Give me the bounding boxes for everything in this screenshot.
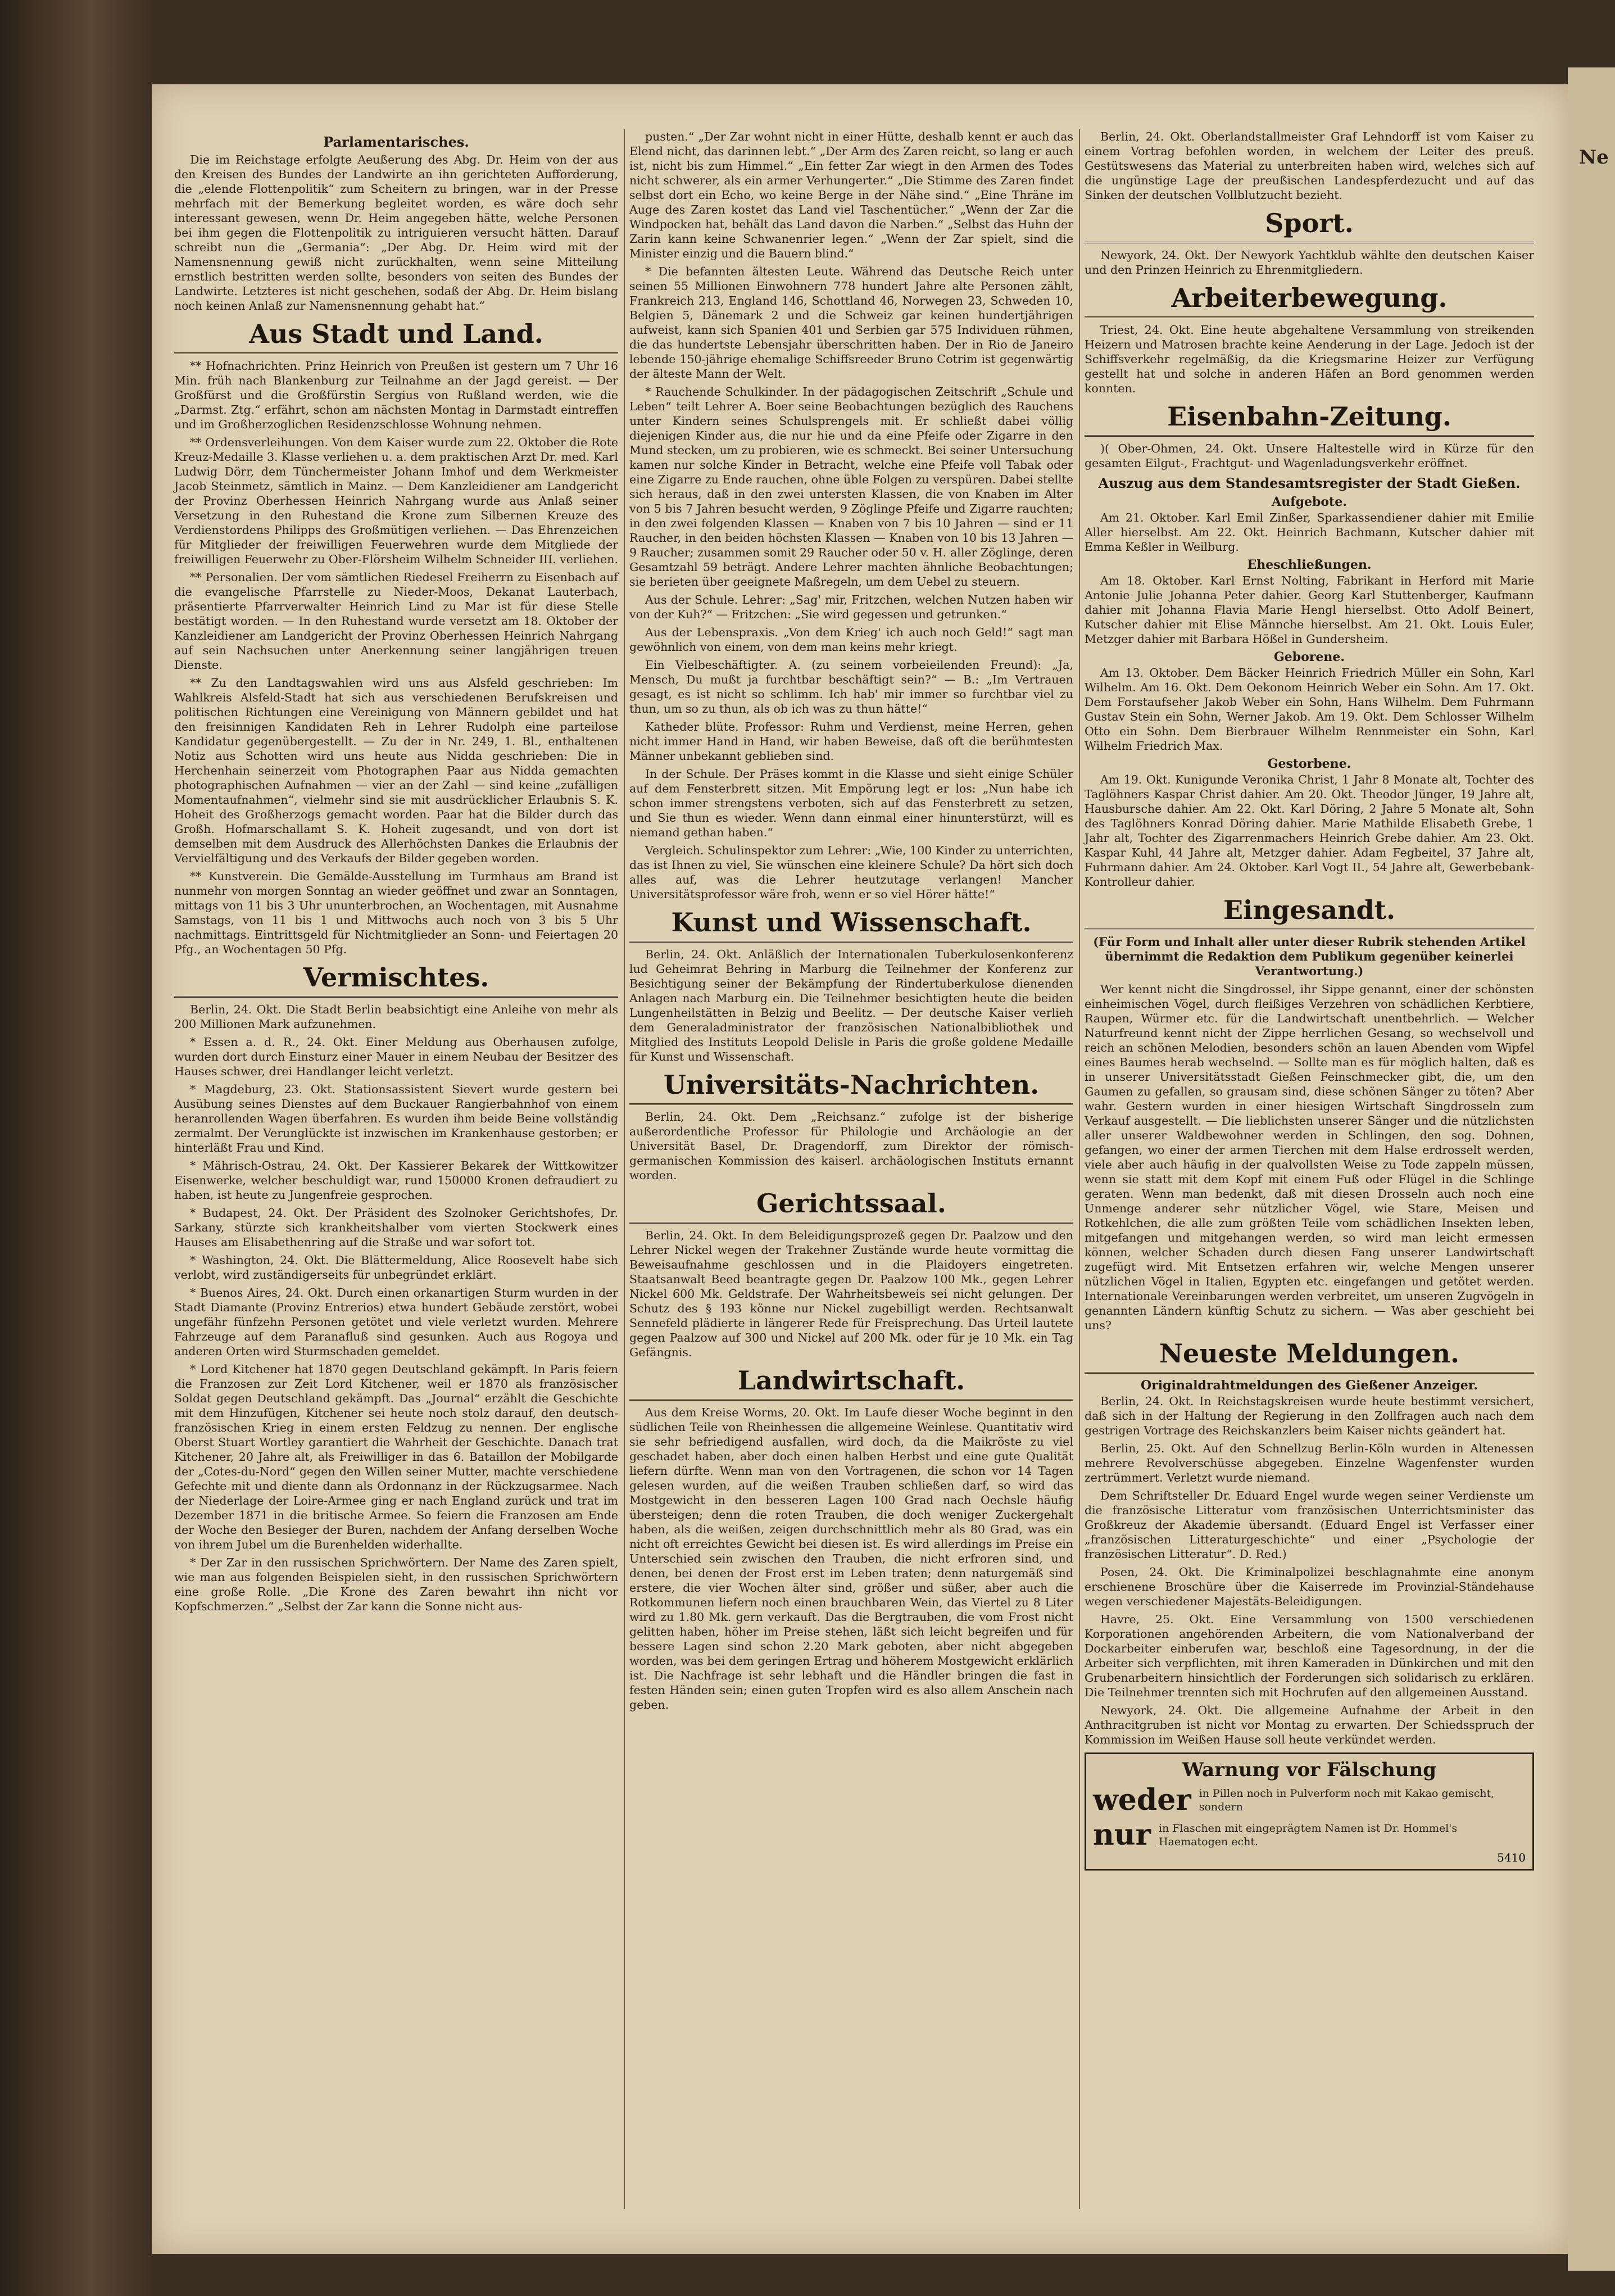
article-text: * Magdeburg, 23. Okt. Stationsassistent Sievert wurde gestern bei Ausübung seines Dienstes auf dem Buckauer Rangierbahnhof von einem heranrollenden Wagen überfahren. Es wurden ihm beide Beine vollständig zermalmt. Der Verunglückte ist inzwischen im Krankenhause gestorben; er hinterläßt Frau und Kind.: [174, 1083, 618, 1154]
subsection-title: Aufgebote.: [1272, 495, 1347, 509]
ad-line-1: in Pillen noch in Pulverform noch mit Kakao gemischt, sondern: [1199, 1787, 1495, 1813]
article-text: * Budapest, 24. Okt. Der Präsident des Szolnoker Gerichtshofes, Dr. Sarkany, stürzte sich krankheitshalber vom vierten Stockwerk eines Hauses am Elisabethenring auf die Straße und war sofort tot.: [174, 1206, 618, 1249]
section-title-gerichtssaal: Gerichtssaal.: [629, 1188, 1073, 1224]
advertisement-haematogen: [1085, 1752, 1534, 1871]
newspaper-page: [152, 84, 1568, 2254]
section-title-neueste-meldungen: Neueste Meldungen.: [1085, 1338, 1534, 1374]
article-text: Die im Reichstage erfolgte Aeußerung des Abg. Dr. Heim von der aus den Kreisen des Bundes der Landwirte an ihn gerichteten Aufforderung, die „elende Flottenpolitik“ zum Scheitern zu bringen, war in der Presse mehrfach mit der Bemerkung begleitet worden, es wäre doch sehr interessant gewesen, wenn Dr. Heim angegeben hätte, welche Personen bei ihm gegen die Flottenpolitik zu intriguieren versucht hätten. Darauf schreibt nun die „Germania“: „Der Abg. Dr. Heim wird mit der Namensnennung gewiß nicht zurückhalten, wenn seine Mitteilung ernstlich bestritten werden sollte, besonders von seiten des Bundes der Landwirte. Letzteres ist nicht geschehen, sodaß der Abg. Dr. Heim bislang noch keinen Anlaß zur Namensnennung gehabt hat.“: [174, 153, 618, 313]
section-title-eisenbahn: Eisenbahn-Zeitung.: [1085, 401, 1534, 437]
subsection-title: Gestorbene.: [1267, 757, 1351, 771]
article-text: * Washington, 24. Okt. Die Blättermeldung, Alice Roosevelt habe sich verlobt, wird zuständigerseits für unbegründet erklärt.: [174, 1253, 618, 1281]
ad-title: Warnung vor Fälschung: [1182, 1759, 1437, 1781]
article-text: Havre, 25. Okt. Eine Versammlung von 1500 verschiedenen Korporationen angehörenden Arbeitern, die vom Nationalverband der Dockarbeiter einberufen war, beschloß eine Tagesordnung, in der die Arbeiter sich verpflichten, mit ihren Kameraden in Dünkirchen und mit den Grubenarbeitern hinsichtlich der Forderungen sich solidarisch zu erklären. Die Teilnehmer trennten sich mit Hochrufen auf den allgemeinen Ausstand.: [1085, 1613, 1534, 1699]
column-rule: [1079, 129, 1080, 2209]
ad-weder: weder: [1093, 1783, 1191, 1817]
article-text: Berlin, 24. Okt. Anläßlich der Internationalen Tuberkulosenkonferenz lud Geheimrat Behring in Marburg die Teilnehmer der Konferenz zur Besichtigung seiner der Bekämpfung der Rindertuberkulose dienenden Anlagen nach Marburg ein. Die Teilnehmer besichtigten heute die beiden Lungenheilstätten in Belzig und Beelitz. — Der deutsche Kaiser verlieh dem Generaladministrator der französischen Nationalbibliothek und Mitglied des Instituts Leopold Delisle in Paris die große goldene Medaille für Kunst und Wissenschaft.: [629, 948, 1073, 1063]
article-text: Am 18. Oktober. Karl Ernst Nolting, Fabrikant in Herford mit Marie Antonie Julie Johanna Peter dahier. Georg Karl Stuttenberger, Kaufmann dahier mit Johanna Flavia Marie Hengl hierselbst. Otto Adolf Beinert, Kutscher dahier mit Elise Männche hierselbst. Am 21. Okt. Louis Euler, Metzger dahier mit Barbara Hößel in Gundersheim.: [1085, 574, 1534, 646]
column-rule: [624, 129, 625, 2209]
column-1: [174, 129, 618, 1617]
article-text: pusten.“ „Der Zar wohnt nicht in einer Hütte, deshalb kennt er auch das Elend nicht, das darinnen lebt.“ „Der Arm des Zaren reicht, so lang er auch ist, nicht bis zum Himmel.“ „Ein fetter Zar wiegt in den Armen des Todes nicht schwerer, als ein armer Verhungerter.“ „Die Stimme des Zaren findet selbst dort ein Echo, wo keine Berge in der Nähe sind.“ „Eine Thräne im Auge des Zaren kostet das Land viel Taschentücher.“ „Wenn der Zar die Windpocken hat, behält das Land davon die Narben.“ „Selbst das Huhn der Zarin kann keine Schwanenrier legen.“ „Wenn der Zar spielt, sind die Minister einzig und die Bauern blind.“: [629, 130, 1073, 260]
article-text: * Rauchende Schulkinder. In der pädagogischen Zeitschrift „Schule und Leben“ teilt Lehrer A. Boer seine Beobachtungen bezüglich des Rauchens unter Kindern seines Schulsprengels mit. Er schließt dabei völlig diejenigen Kinder aus, die nur hie und da eine Pfeife oder Zigarre in den Mund stecken, um zu probieren, wie es schmeckt. Bei seiner Untersuchung kamen nur solche Kinder in Betracht, welche eine Pfeife voll Tabak oder eine Zigarre zu Ende rauchen, ohne üble Folgen zu verspüren. Dabei stellte sich heraus, daß in den zwei untersten Klassen, die von Knaben im Alter von 5 bis 7 Jahren besucht werden, 9 Zöglinge Pfeife und Zigarre rauchten; in den zwei folgenden Klassen — Knaben von 7 bis 10 Jahren — sind er 11 Raucher, in den beiden höchsten Klassen — Knaben von 10 bis 13 Jahren — 9 Raucher; zusammen somit 29 Raucher oder 50 v. H. aller Zöglinge, deren Gesamtzahl 59 beträgt. Andere Lehrer machten ähnliche Beobachtungen; sie berieten über geeignete Maßregeln, um dem Uebel zu steuern.: [629, 385, 1073, 588]
ad-line-2: in Flaschen mit eingeprägtem Namen ist Dr. Hommel's Haematogen echt.: [1159, 1822, 1458, 1848]
column-3: [1085, 129, 1534, 1871]
article-text: Newyork, 24. Okt. Der Newyork Yachtklub wählte den deutschen Kaiser und den Prinzen Heinrich zu Ehrenmitgliedern.: [1085, 248, 1534, 277]
article-text: ** Kunstverein. Die Gemälde-Ausstellung im Turmhaus am Brand ist nunmehr von morgen Sonntag an wieder geöffnet und zwar an Sonntagen, mittags von 11 bis 3 Uhr ununterbrochen, an Wochentagen, mit Ausnahme Samstags, von 11 bis 1 und Mittwochs auch noch von 3 bis 5 Uhr nachmittags. Eintrittsgeld für Nichtmitglieder an Sonn- und Feiertagen 20 Pfg., an Wochentagen 50 Pfg.: [174, 870, 618, 956]
book-spine: [0, 0, 152, 2296]
article-text: * Die befannten ältesten Leute. Während das Deutsche Reich unter seinen 55 Millionen Einwohnern 778 hundert Jahre alte Personen zählt, Frankreich 213, England 146, Schottland 46, Norwegen 23, Schweden 10, Belgien 5, Dänemark 2 und die Schweiz gar keinen hundertjährigen aufweist, kann sich Spanien 401 und Serbien gar 575 Individuen rühmen, die das hundertste Lebensjahr überschritten haben. Der in Rio de Janeiro lebende 150-jährige ehemalige Schiffsreeder Bruno Cotrim ist gegenwärtig der älteste Mann der Welt.: [629, 265, 1073, 381]
section-title-parlamentarisches: Parlamentarisches.: [323, 134, 469, 150]
subsection-title: Eheschließungen.: [1247, 558, 1372, 572]
next-page-edge: [1568, 67, 1615, 2271]
article-text: Berlin, 24. Okt. Oberlandstallmeister Graf Lehndorff ist vom Kaiser zu einem Vortrag befohlen worden, in welchem der Leiter des preuß. Gestütswesens das Material zu unterbreiten haben wird, welches sich auf die ungünstige Lage der preußischen Landespferdezucht und auf das Sinken der deutschen Vollblutzucht bezieht.: [1085, 130, 1534, 202]
article-text: Berlin, 24. Okt. Dem „Reichsanz.“ zufolge ist der bisherige außerordentliche Professor für Philologie und Archäologie an der Universität Basel, Dr. Dragendorff, zum Direktor der römisch-germanischen Kommission des kaiserl. archäologischen Instituts ernannt worden.: [629, 1110, 1073, 1182]
section-title-kunst: Kunst und Wissenschaft.: [629, 907, 1073, 943]
article-text: Ein Vielbeschäftigter. A. (zu seinem vorbeieilenden Freund): „Ja, Mensch, Du mußt ja furchtbar beschäftigt sein?“ — B.: „Im Vertrauen gesagt, es ist nicht so schlimm. Ich hab' mir immer so furchtbar viel zu thun, um so zu thun, als ob ich was zu thun hätte!“: [629, 658, 1073, 715]
section-title-universitaet: Universitäts-Nachrichten.: [629, 1070, 1073, 1105]
ad-number: 5410: [1497, 1851, 1526, 1864]
article-text: ** Ordensverleihungen. Von dem Kaiser wurde zum 22. Oktober die Rote Kreuz-Medaille 3. Klasse verliehen u. a. dem praktischen Arzt Dr. med. Karl Ludwig Dörr, dem Tünchermeister Johann Imhof und dem Werkmeister Jacob Steinmetz, sämtlich in Mainz. — Dem Kanzleidiener am Landgericht der Provinz Oberhessen Heinrich Nahrgang wurde aus Anlaß seiner Versetzung in den Ruhestand die Krone zum Silbernen Kreuze des Verdienstordens Philipps des Großmütigen verliehen. — Das Ehrenzeichen für Mitglieder der freiwilligen Feuerwehren wurde dem Mitgliede der freiwilligen Feuerwehr zu Ober-Flörsheim Wilhelm Schneider III. verliehen.: [174, 436, 618, 566]
article-text: Triest, 24. Okt. Eine heute abgehaltene Versammlung von streikenden Heizern und Matrosen brachte keine Aenderung in der Lage. Jedoch ist der Schiffsverkehr regelmäßig, da die Kriegsmarine Heizer zur Verfügung gestellt hat und solche in anderen Häfen an Bord genommen werden konnten.: [1085, 323, 1534, 395]
article-text: Dem Schriftsteller Dr. Eduard Engel wurde wegen seiner Verdienste um die französische Litteratur vom französischen Unterrichtsminister das Großkreuz der Akademie übersandt. (Eduard Engel ist Verfasser einer „französischen Litteraturgeschichte“ und einer „Psychologie der französischen Litteratur“. D. Red.): [1085, 1489, 1534, 1561]
ad-nur: nur: [1093, 1818, 1151, 1852]
article-text: Am 13. Oktober. Dem Bäcker Heinrich Friedrich Müller ein Sohn, Karl Wilhelm. Am 16. Okt. Dem Oekonom Heinrich Weber ein Sohn. Am 17. Okt. Dem Forstaufseher Jakob Weber ein Sohn, Hans Wilhelm. Dem Fuhrmann Gustav Stein ein Sohn, Werner Jakob. Am 19. Okt. Dem Schlosser Wilhelm Otto ein Sohn. Dem Bierbrauer Wilhelm Rennmeister ein Sohn, Karl Wilhelm Friedrich Max.: [1085, 666, 1534, 753]
article-text: Am 21. Oktober. Karl Emil Zinßer, Sparkassendiener dahier mit Emilie Aller hierselbst. Am 22. Okt. Heinrich Bachmann, Kutscher dahier mit Emma Keßler in Weilburg.: [1085, 511, 1534, 554]
next-page-fragment: Ne: [1579, 146, 1609, 169]
editorial-note: (Für Form und Inhalt aller unter dieser Rubrik stehenden Artikel übernimmt die Redaktion dem Publikum gegenüber keinerlei Verantwortung.): [1093, 935, 1526, 978]
article-text: Berlin, 24. Okt. Die Stadt Berlin beabsichtigt eine Anleihe von mehr als 200 Millionen Mark aufzunehmen.: [174, 1003, 618, 1031]
section-title-vermischtes: Vermischtes.: [174, 962, 618, 998]
section-title-stadt-land: Aus Stadt und Land.: [174, 319, 618, 354]
column-2: [629, 129, 1073, 1715]
article-text: Katheder blüte. Professor: Ruhm und Verdienst, meine Herren, gehen nicht immer Hand in Hand, wir haben Beweise, daß oft die berühmtesten Männer unbekannt geblieben sind.: [629, 720, 1073, 763]
article-text: * Essen a. d. R., 24. Okt. Einer Meldung aus Oberhausen zufolge, wurden dort durch Einsturz einer Mauer in einem Neubau der Besitzer des Hauses schwer, drei Handlanger leicht verletzt.: [174, 1035, 618, 1078]
subsection-title: Originaldrahtmeldungen des Gießener Anzeiger.: [1141, 1378, 1478, 1393]
article-text: * Mährisch-Ostrau, 24. Okt. Der Kassierer Bekarek der Wittkowitzer Eisenwerke, welcher beschuldigt war, rund 150000 Kronen defraudiert zu haben, ist heute zu Jungenfreie gesprochen.: [174, 1159, 618, 1202]
article-text: Aus der Lebenspraxis. „Von dem Krieg' ich auch noch Geld!“ sagt man gewöhnlich von einem, von dem man keins mehr kriegt.: [629, 626, 1073, 654]
subsection-title: Geborene.: [1273, 650, 1345, 664]
article-text: In der Schule. Der Präses kommt in die Klasse und sieht einige Schüler auf dem Fensterbrett sitzen. Mit Empörung legt er los: „Nun habe ich schon immer strengstens verboten, sich auf das Fensterbrett zu setzen, und Sie thun es wieder. Wenn dann einmal einer hinunterstürzt, will es niemand gethan haben.“: [629, 767, 1073, 839]
article-text: Wer kennt nicht die Singdrossel, ihr Sippe genannt, einer der schönsten einheimischen Vögel, durch fleißiges Verzehren von schädlichen Kerbtiere, Raupen, Würmer etc. für die Landwirtschaft unentbehrlich. — Welcher Naturfreund kennt nicht der Zippe herrlichen Gesang, so wechselvoll und reich an schönen Melodien, besonders schön an lauen Abenden vom Wipfel eines Baumes herab wechselnd. — Sollte man es für möglich halten, daß es in unserer Universitätsstadt Gießen Feinschmecker gibt, die, um den Gaumen zu gefallen, so grausam sind, diese schönen Sänger zu töten? Aber wahr. Gestern wurden in einer hiesigen Wirtschaft Singdrosseln zum Verkauf ausgestellt. — Die lieblichsten unserer Sänger und die nützlichsten aller unserer Waldbewohner werden in Schlingen, den sog. Dohnen, gefangen, wo einer der armen Tierchen mit dem Halse erdrosselt werden, viele aber auch häufig in der qualvollsten Weise zu Tode zappeln müssen, wenn sie statt mit dem Kopf mit einem Fuß oder Flügel in die Schlinge geraten. Wenn man bedenkt, daß mit diesen Drosseln auch noch eine Unmenge anderer sehr nützlicher Vögel, wie Stare, Meisen und Rotkehlchen, die alle zum größten Teile vom schädlichen Insekten leben, mitgefangen und mitgehangen werden, so wird man leicht ermessen können, welcher Schaden durch diesen Fang unserer Landwirtschaft zugefügt wird. Mit Entsetzen erfahren wir, welche Mengen unserer nützlichen Vögel in Italien, Egypten etc. eingefangen und getötet werden. Internationale Vereinbarungen werden verbreitet, um unseren Zugvögeln in genannten Ländern künftig Schutz zu sichern. — Was aber geschieht bei uns?: [1085, 982, 1534, 1332]
article-text: Am 19. Okt. Kunigunde Veronika Christ, 1 Jahr 8 Monate alt, Tochter des Taglöhners Kaspar Christ dahier. Am 20. Okt. Theodor Jünger, 19 Jahre alt, Hausbursche dahier. Am 22. Okt. Karl Döring, 2 Jahre 5 Monate alt, Sohn des Taglöhners Konrad Döring dahier. Marie Mathilde Elisabeth Grebe, 1 Jahr alt, Tochter des Zigarrenmachers Heinrich Grebe dahier. Am 23. Okt. Kaspar Kuhl, 44 Jahre alt, Metzger dahier. Adam Fegbeitel, 37 Jahre alt, Fuhrmann dahier. Am 24. Oktober. Karl Vogt II., 54 Jahre alt, Gewerbebank-Kontrolleur dahier.: [1085, 773, 1534, 889]
section-title-arbeiterbewegung: Arbeiterbewegung.: [1085, 283, 1534, 318]
section-title-standesamt: Auszug aus dem Standesamtsregister der Stadt Gießen.: [1098, 475, 1521, 491]
article-text: ** Hofnachrichten. Prinz Heinrich von Preußen ist gestern um 7 Uhr 16 Min. früh nach Blankenburg zur Teilnahme an der Jagd gereist. — Der Großfürst und die Großfürstin Sergius von Rußland werden, wie die „Darmst. Ztg.“ erfährt, schon am nächsten Montag in Darmstadt eintreffen und im Großherzoglichen Residenzschlosse Wohnung nehmen.: [174, 359, 618, 431]
article-text: Berlin, 24. Okt. In dem Beleidigungsprozeß gegen Dr. Paalzow und den Lehrer Nickel wegen der Trakehner Zustände wurde heute vormittag die Beweisaufnahme geschlossen und in die Plaidoyers eingetreten. Staatsanwalt Beed beantragte gegen Dr. Paalzow 100 Mk., gegen Lehrer Nickel 600 Mk. Geldstrafe. Der Wahrheitsbeweis sei nicht gelungen. Der Schutz des § 193 könne nur Nickel zugebilligt werden. Rechtsanwalt Sennefeld plädierte in längerer Rede für Freisprechung. Das Urteil lautete gegen Paalzow auf 300 und Nickel auf 200 Mk. oder für je 10 Mk. ein Tag Gefängnis.: [629, 1229, 1073, 1359]
article-text: Berlin, 25. Okt. Auf den Schnellzug Berlin-Köln wurden in Altenessen mehrere Revolverschüsse abgegeben. Einzelne Wagenfenster wurden zertrümmert. Verletzt wurde niemand.: [1085, 1442, 1534, 1484]
article-text: Aus dem Kreise Worms, 20. Okt. Im Laufe dieser Woche beginnt in den südlichen Teile von Rheinhessen die allgemeine Weinlese. Quantitativ wird sie sehr befriedigend ausfallen, wird doch, da die Maikröste zu viel geschadet haben, aber doch einen halben Herbst und eine gute Qualität liefern dürfte. Wenn man von den Vortragenen, die schon vor 14 Tagen gelesen wurden, auf die weißen Trauben schließen darf, so wird das Mostgewicht in den besseren Lagen 100 Grad nach Oechsle häufig übersteigen; denn die roten Trauben, die doch weniger Zuckergehalt haben, als die weißen, zeigen durchschnittlich mehr als 80 Grad, was ein nicht oft erreichtes Gewicht bei diesen ist. Es wird allerdings im Preise ein Unterschied sein zwischen den Trauben, die nicht erfroren sind, und denen, bei denen der Frost erst im Leben traten; denn naturgemäß sind erstere, die vier Wochen älter sind, größer und süßer, aber auch die Rotkommunen liefern noch einen brauchbaren Wein, das Viertel zu 8 Liter wird zu 1.80 Mk. gern verkauft. Das die Bergtrauben, die vom Frost nicht gelitten haben, höher im Preise stehen, läßt sich leicht begreifen und für bessere Lagen sind schon 2.20 Mark geboten, aber nicht abgegeben worden, was bei dem geringen Ertrag und höherem Mostgewicht erklärlich ist. Die Nachfrage ist sehr lebhaft und die Händler bringen die fast in festen Händen sein; einen guten Tropfen wird es also allem Anschein nach geben.: [629, 1406, 1073, 1711]
article-text: Newyork, 24. Okt. Die allgemeine Aufnahme der Arbeit in den Anthracitgruben ist nicht vor Montag zu erwarten. Der Schiedsspruch der Kommission im Weißen Hause soll heute verkündet werden.: [1085, 1704, 1534, 1746]
section-title-landwirtschaft: Landwirtschaft.: [629, 1365, 1073, 1401]
section-title-sport: Sport.: [1085, 208, 1534, 243]
article-text: Aus der Schule. Lehrer: „Sag' mir, Fritzchen, welchen Nutzen haben wir von der Kuh?“ — Fritzchen: „Sie wird gegessen und getrunken.“: [629, 593, 1073, 621]
article-text: * Buenos Aires, 24. Okt. Durch einen orkanartigen Sturm wurden in der Stadt Diamante (Provinz Entrerios) etwa hundert Gebäude zerstört, wobei ungefähr fünfzehn Personen getötet und viele verletzt wurden. Mehrere Fahrzeuge auf dem Paranafluß sind gesunken. Auch aus Rogoya und anderen Orten wird Sturmschaden gemeldet.: [174, 1286, 618, 1358]
article-text: Posen, 24. Okt. Die Kriminalpolizei beschlagnahmte eine anonym erschienene Broschüre über die Kaiserrede im Provinzial-Ständehause wegen verschiedener Majestäts-Beleidigungen.: [1085, 1565, 1534, 1608]
article-text: ** Zu den Landtagswahlen wird uns aus Alsfeld geschrieben: Im Wahlkreis Alsfeld-Stadt hat sich aus verschiedenen Berufskreisen und politischen Richtungen eine Vereinigung von Männern gebildet und hat den freisinnigen Kandidaten Reh in Lehrer Rudolph eine parteilose Kandidatur gegenübergestellt. — Zu der in Nr. 249, 1. Bl., enthaltenen Notiz aus Schotten wird uns heute aus Nidda geschrieben: Die in Herchenhain seinerzeit vom Photographen Paar aus Nidda gemachten photographischen Aufnahmen — vier an der Zahl — sind keine „zufälligen Momentaufnahmen“, vielmehr sind sie mit ausdrücklicher Erlaubnis S. K. Hoheit des Großherzogs gemacht worden. Paar hat die Bilder durch das Großh. Hofmarschallamt S. K. Hoheit zugesandt, und von dort ist demselben mit dem Ausdruck des Allerhöchsten Dankes die Erlaubnis der Vervielfältigung und des Verkaufs der Bilder gegeben worden.: [174, 676, 618, 865]
article-text: Vergleich. Schulinspektor zum Lehrer: „Wie, 100 Kinder zu unterrichten, das ist Ihnen zu viel, Sie wünschen eine kleinere Schule? Da hört sich doch alles auf, was die Lehrer heutzutage verlangen! Mancher Universitätsprofessor wäre froh, wenn er so viel Hörer hätte!“: [629, 844, 1073, 901]
article-text: )( Ober-Ohmen, 24. Okt. Unsere Haltestelle wird in Kürze für den gesamten Eilgut-, Frachtgut- und Wagenladungsverkehr eröffnet.: [1085, 442, 1534, 470]
article-text: * Lord Kitchener hat 1870 gegen Deutschland gekämpft. In Paris feiern die Franzosen zur Zeit Lord Kitchener, weil er 1870 als französischer Soldat gegen Deutschland gekämpft. Das „Journal“ erzählt die Geschichte mit dem Hinzufügen, Kitchener sei heute noch stolz darauf, den deutsch-französischen Krieg in einem ersten Feldzug zu nennen. Der englische Oberst Stuart Wortley garantiert die Wahrheit der Geschichte. Danach trat Kitchener, 20 Jahre alt, als Freiwilliger in das 6. Bataillon der Mobilgarde der „Cotes-du-Nord“ gegen den Willen seiner Mutter, machte verschiedene Gefechte mit und diente dann als Ordonnanz in der Rückzugsarmee. Nach der Niederlage der Loire-Armee ging er nach England zurück und trat im Dezember 1871 in die britische Armee. So feiern die Franzosen am Ende der Woche den Besieger der Buren, nachdem der Anfang derselben Woche von ihrem Jubel um die Burenhelden widerhallte.: [174, 1362, 618, 1551]
section-title-eingesandt: Eingesandt.: [1085, 895, 1534, 930]
article-text: ** Personalien. Der vom sämtlichen Riedesel Freiherrn zu Eisenbach auf die evangelische Pfarrstelle zu Nieder-Moos, Dekanat Lauterbach, präsentierte Pfarrverwalter Heinrich Lind zu Mar ist für diese Stelle bestätigt worden. — In den Ruhestand wurde versetzt am 18. Oktober der Kanzleidiener am Landgericht der Provinz Oberhessen Heinrich Nahrgang auf sein Nachsuchen unter Anerkennung seiner langjährigen treuen Dienste.: [174, 570, 618, 672]
article-text: * Der Zar in den russischen Sprichwörtern. Der Name des Zaren spielt, wie man aus folgenden Beispielen sieht, in den russischen Sprichwörtern eine große Rolle. „Die Krone des Zaren bewahrt ihn nicht vor Kopfschmerzen.“ „Selbst der Zar kann die Sonne nicht aus-: [174, 1556, 618, 1613]
article-text: Berlin, 24. Okt. In Reichstagskreisen wurde heute bestimmt versichert, daß sich in der Haltung der Regierung in den Zollfragen auch nach dem gestrigen Vortrage des Reichskanzlers beim Kaiser nichts geändert hat.: [1085, 1394, 1534, 1437]
